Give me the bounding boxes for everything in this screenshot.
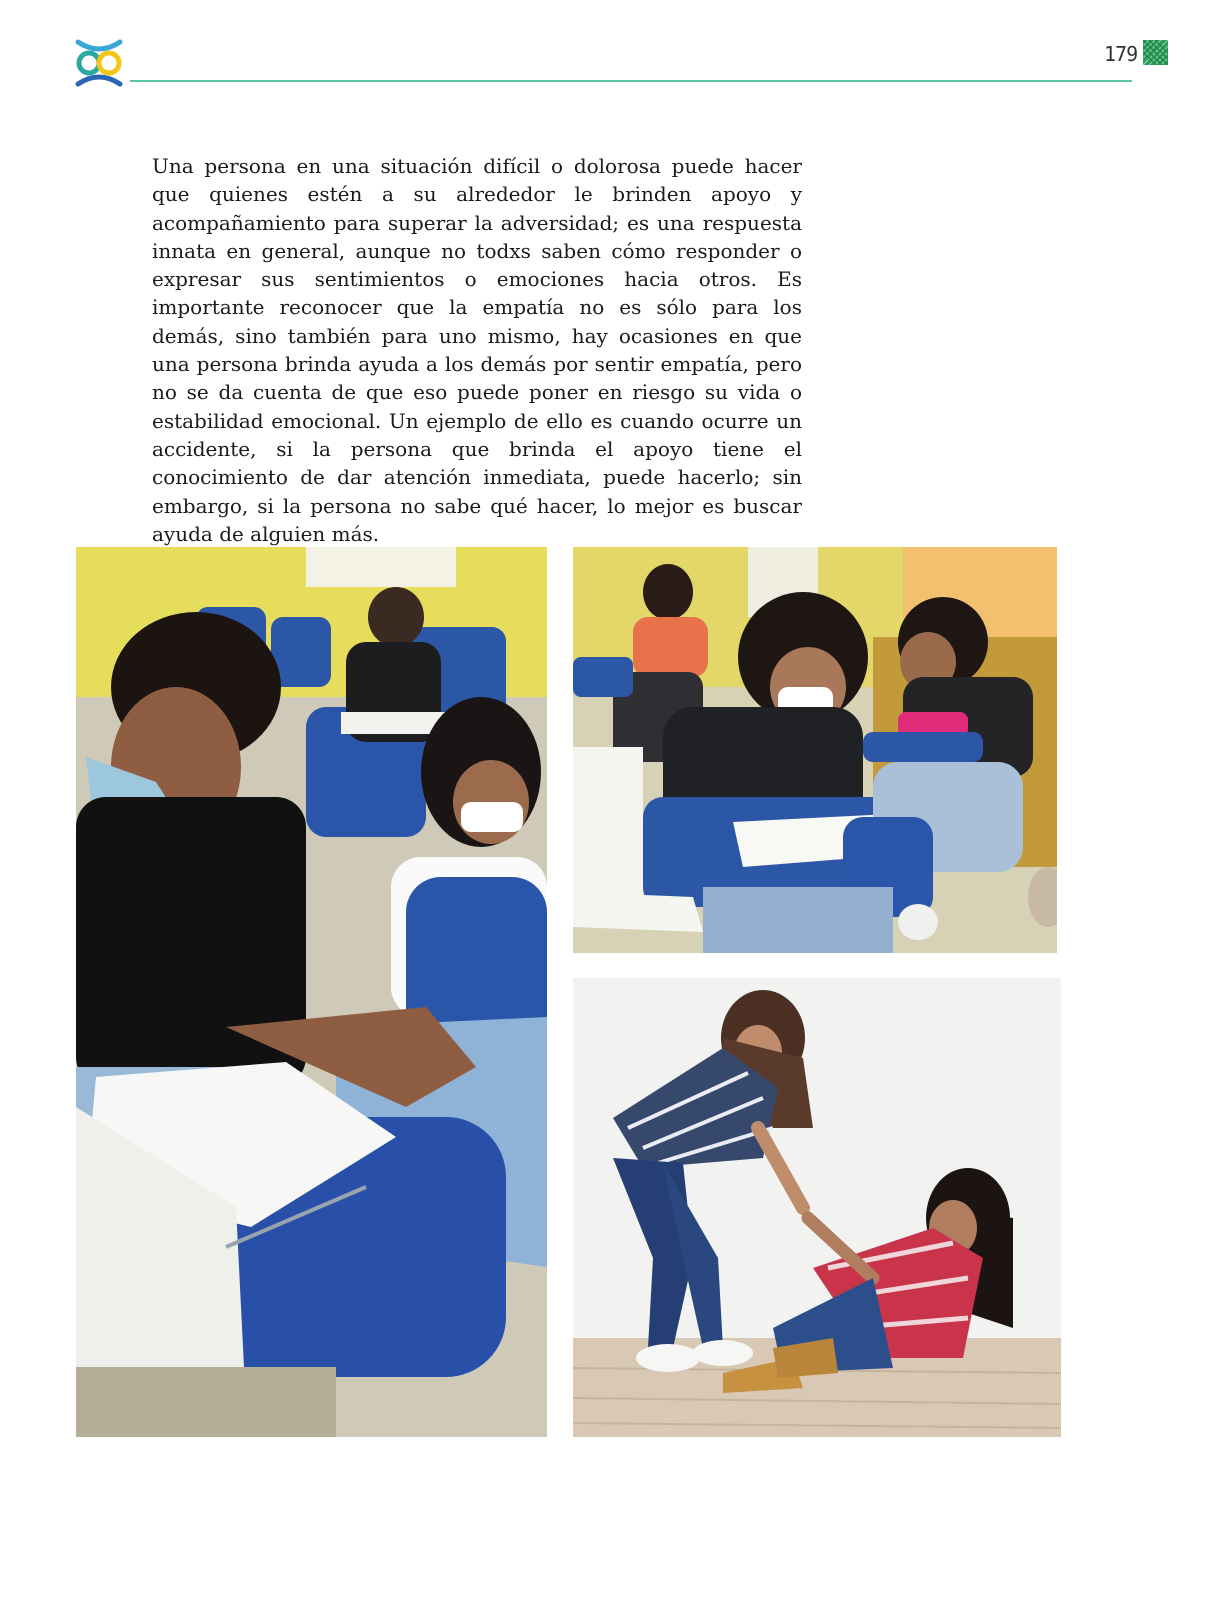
photo-students-helping-with-notebook (76, 547, 547, 1437)
page-number: 179 (1104, 42, 1138, 66)
photo-students-writing-in-class (573, 547, 1057, 953)
header-rule (130, 80, 1132, 82)
green-pattern-square-icon (1143, 40, 1168, 65)
body-paragraph: Una persona en una situación difícil o dolorosa puede hacer que quienes estén a su alrededor le brinden apoyo y acompañamiento para superar la adversidad; es una respuesta innata en general, aunque no todxs saben cómo responder o expresar sus sentimientos o emociones hacia otros. Es importante reconocer que la empatía no es sólo para los demás, sino también para uno mismo, hay ocasiones en que una persona brinda ayuda a los demás por sentir empatía, pero no se da cuenta de que eso puede poner en riesgo su vida o estabilidad emocional. Un ejemplo de ello es cuando ocurre un accidente, si la persona que brinda el apoyo tiene el conocimiento de dar atención inmediata, puede hacerlo; sin embargo, si la persona no sabe qué hacer, lo mejor es buscar ayuda de alguien más. (152, 154, 802, 546)
photo-girl-helping-friend-stand-up (573, 978, 1061, 1437)
logo-icon (74, 38, 124, 88)
